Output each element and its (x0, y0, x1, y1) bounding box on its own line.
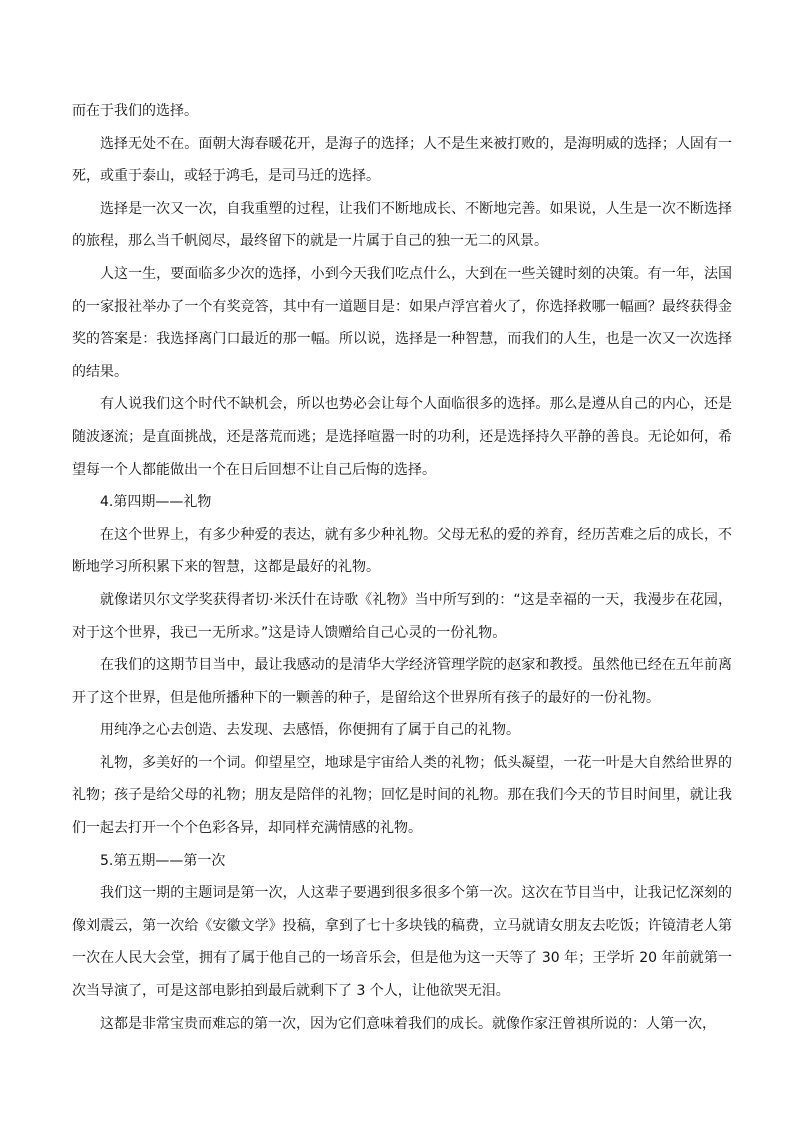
paragraph-continuation: 而在于我们的选择。 (72, 103, 198, 119)
paragraph-era-of-opportunity: 有人说我们这个时代不缺机会，所以也势必会让每个人面临很多的选择。那么是遵从自己的内心，还是随波逐流；是直面挑战，还是落荒而逃；是选择喧嚣一时的功利，还是选择持久平静的善良。无论如何，希望每一个人都能做出一个在日后回想不让自己后悔的选择。 (72, 396, 732, 478)
section-heading-first-time: 5.第五期——第一次 (100, 852, 226, 869)
paragraph-milosz-poem: 就像诺贝尔文学奖获得者切·米沃什在诗歌《礼物》当中所写到的：“这是幸福的一天，我漫步在花园，对于这个世界，我已一无所求。”这是诗人馈赠给自己心灵的一份礼物。 (72, 591, 732, 641)
paragraph-first-time-stories: 我们这一期的主题词是第一次，人这辈子要遇到很多很多个第一次。这次在节目当中，让我记忆深刻的像刘震云，第一次给《安徽文学》投稿，拿到了七十多块钱的稿费，立马就请女朋友去吃饭；许镜清老人第一次在人民大会堂，拥有了属于他自己的一场音乐会，但是他为这一天等了 30 年；王学圻 20 年前就第一次当导演了，可是这部电影拍到最后就剩下了 3 个人，让他欲哭无泪。 (72, 885, 732, 1000)
paragraph-louvre-question: 人这一生，要面临多少次的选择，小到今天我们吃点什么，大到在一些关键时刻的决策。有一年，法国的一家报社举办了一个有奖竞答，其中有一道题目是：如果卢浮宫着火了，你选择救哪一幅画？最终获得金奖的答案是：我选择离门口最近的那一幅。所以说，选择是一种智慧，而我们的人生，也是一次又一次选择的结果。 (72, 265, 732, 380)
paragraph-pure-heart: 用纯净之心去创造、去发现、去感悟，你便拥有了属于自己的礼物。 (100, 722, 520, 739)
paragraph-gift-word: 礼物，多美好的一个词。仰望星空，地球是宇宙给人类的礼物；低头凝望，一花一叶是大自然给世界的礼物；孩子是给父母的礼物；朋友是陪伴的礼物；回忆是时间的礼物。那在我们今天的节目时间里，就让我们一起去打开一个个色彩各异，却同样充满情感的礼物。 (72, 754, 732, 837)
paragraph-choice-everywhere: 选择无处不在。面朝大海春暖花开，是海子的选择；人不是生来被打败的，是海明威的选择；人固有一死，或重于泰山，或轻于鸿毛，是司马迁的选择。 (72, 135, 732, 185)
paragraph-precious-first: 这都是非常宝贵而难忘的第一次，因为它们意味着我们的成长。就像作家汪曾祺所说的：人第一次， (100, 1015, 716, 1032)
paragraph-gift-expression: 在这个世界上，有多少种爱的表达，就有多少种礼物。父母无私的爱的养育，经历苦难之后的成长，不断地学习所积累下来的智慧，这都是最好的礼物。 (72, 526, 732, 576)
section-heading-gift: 4.第四期——礼物 (100, 494, 212, 511)
paragraph-professor-zhao: 在我们的这期节目当中，最让我感动的是清华大学经济管理学院的赵家和教授。虽然他已经在五年前离开了这个世界，但是他所播种下的一颗善的种子，是留给这个世界所有孩子的最好的一份礼物。 (72, 657, 732, 706)
document-body (72, 95, 732, 1040)
paragraph-self-reshaping: 选择是一次又一次，自我重塑的过程，让我们不断地成长、不断地完善。如果说，人生是一次不断选择的旅程，那么当千帆阅尽，最终留下的就是一片属于自己的独一无二的风景。 (72, 200, 732, 250)
